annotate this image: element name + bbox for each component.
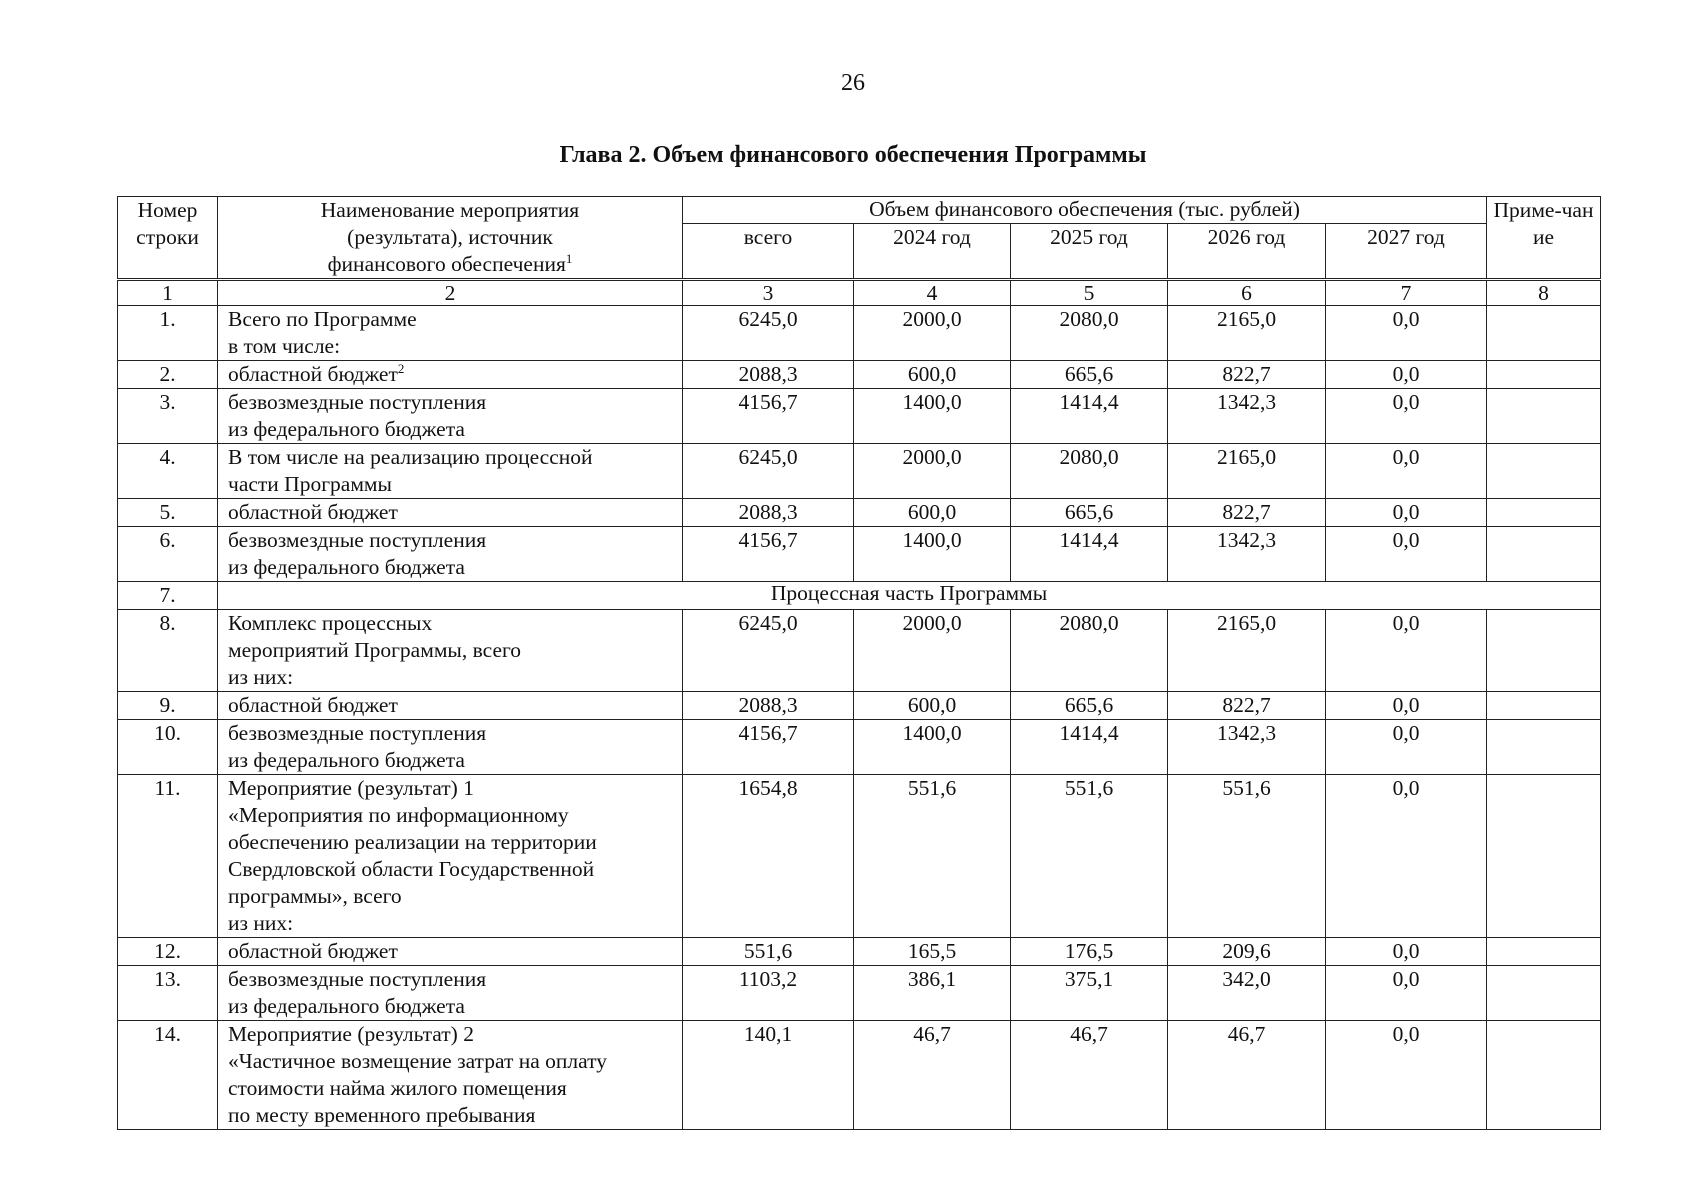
note-cell (1487, 444, 1601, 499)
value-y2026: 2165,0 (1168, 444, 1326, 499)
value-y2026: 2165,0 (1168, 306, 1326, 361)
table-row (118, 1021, 1601, 1130)
row-number: 2. (118, 361, 218, 389)
column-number: 3 (683, 280, 854, 306)
note-cell (1487, 775, 1601, 938)
row-number: 11. (118, 775, 218, 938)
note-cell (1487, 720, 1601, 775)
column-number-row (118, 280, 1601, 306)
row-name (218, 720, 683, 775)
value-total: 1103,2 (683, 966, 854, 1021)
column-number: 6 (1168, 280, 1326, 306)
header-2024: 2024 год (854, 224, 1011, 280)
value-y2025: 176,5 (1011, 938, 1168, 966)
column-number: 7 (1326, 280, 1487, 306)
note-cell (1487, 527, 1601, 582)
row-name-line: из федерального бюджета (228, 555, 465, 579)
value-total: 2088,3 (683, 499, 854, 527)
value-total: 2088,3 (683, 692, 854, 720)
row-name-line: обеспечению реализации на территории (228, 830, 597, 854)
row-name-line: из них: (228, 911, 294, 935)
value-y2026: 822,7 (1168, 499, 1326, 527)
row-number: 14. (118, 1021, 218, 1130)
row-name (218, 361, 683, 389)
row-name-line: областной бюджет (228, 939, 398, 963)
row-name-line: областной бюджет (228, 693, 398, 717)
row-number: 12. (118, 938, 218, 966)
row-name (218, 306, 683, 361)
table-row (118, 444, 1601, 499)
table-row (118, 582, 1601, 610)
row-number: 3. (118, 389, 218, 444)
value-y2026: 1342,3 (1168, 389, 1326, 444)
note-cell (1487, 499, 1601, 527)
table-row (118, 775, 1601, 938)
row-name (218, 775, 683, 938)
value-y2024: 2000,0 (854, 306, 1011, 361)
column-number: 1 (118, 280, 218, 306)
value-y2025: 1414,4 (1011, 720, 1168, 775)
header-name: Наименование мероприятия (результата), источник финансового обеспечения$^1$ (218, 197, 683, 280)
value-y2024: 165,5 (854, 938, 1011, 966)
footnote-marker: 1 (565, 250, 573, 266)
row-name-line: безвозмездные поступления (228, 390, 487, 414)
row-number: 13. (118, 966, 218, 1021)
row-name-line: Мероприятие (результат) 1 (228, 776, 474, 800)
footnote-marker: 2 (397, 360, 405, 376)
row-name (218, 444, 683, 499)
row-name-line: из федерального бюджета (228, 994, 465, 1018)
value-total: 4156,7 (683, 720, 854, 775)
table-row (118, 527, 1601, 582)
value-y2024: 600,0 (854, 361, 1011, 389)
row-name-line: «Частичное возмещение затрат на оплату (228, 1049, 607, 1073)
value-y2025: 551,6 (1011, 775, 1168, 938)
value-y2027: 0,0 (1326, 692, 1487, 720)
row-name (218, 499, 683, 527)
value-y2027: 0,0 (1326, 938, 1487, 966)
row-number: 10. (118, 720, 218, 775)
value-y2027: 0,0 (1326, 527, 1487, 582)
value-y2026: 822,7 (1168, 692, 1326, 720)
value-y2027: 0,0 (1326, 720, 1487, 775)
column-number: 2 (218, 280, 683, 306)
value-y2025: 2080,0 (1011, 610, 1168, 692)
row-name-line: программы», всего (228, 884, 402, 908)
value-y2027: 0,0 (1326, 361, 1487, 389)
row-name-line: в том числе: (228, 334, 341, 358)
value-total: 2088,3 (683, 361, 854, 389)
row-name-line: Комплекс процессных (228, 611, 433, 635)
value-y2025: 375,1 (1011, 966, 1168, 1021)
note-cell (1487, 692, 1601, 720)
row-name-line: части Программы (228, 472, 392, 496)
value-y2025: 2080,0 (1011, 306, 1168, 361)
table-header (118, 197, 1601, 280)
value-y2026: 342,0 (1168, 966, 1326, 1021)
value-y2027: 0,0 (1326, 775, 1487, 938)
row-name-line: из федерального бюджета (228, 748, 465, 772)
table-row (118, 499, 1601, 527)
table-row (118, 361, 1601, 389)
value-y2025: 665,6 (1011, 361, 1168, 389)
table-row (118, 610, 1601, 692)
row-name-line: областной бюджет (228, 500, 398, 524)
row-number: 8. (118, 610, 218, 692)
column-number: 8 (1487, 280, 1601, 306)
value-y2024: 1400,0 (854, 527, 1011, 582)
row-name (218, 610, 683, 692)
value-total: 551,6 (683, 938, 854, 966)
value-y2025: 46,7 (1011, 1021, 1168, 1130)
value-y2027: 0,0 (1326, 1021, 1487, 1130)
note-cell (1487, 610, 1601, 692)
row-name (218, 938, 683, 966)
value-y2026: 1342,3 (1168, 720, 1326, 775)
table-row (118, 389, 1601, 444)
value-y2024: 2000,0 (854, 444, 1011, 499)
value-y2025: 665,6 (1011, 692, 1168, 720)
value-total: 4156,7 (683, 527, 854, 582)
value-y2027: 0,0 (1326, 499, 1487, 527)
value-y2027: 0,0 (1326, 610, 1487, 692)
value-y2024: 2000,0 (854, 610, 1011, 692)
table-row (118, 306, 1601, 361)
header-total: всего (683, 224, 854, 280)
value-y2024: 1400,0 (854, 720, 1011, 775)
table-row (118, 938, 1601, 966)
value-y2024: 46,7 (854, 1021, 1011, 1130)
row-name-line: Мероприятие (результат) 2 (228, 1022, 474, 1046)
row-number: 4. (118, 444, 218, 499)
row-name-line: из федерального бюджета (228, 417, 465, 441)
row-name-line: Всего по Программе (228, 307, 417, 331)
note-cell (1487, 361, 1601, 389)
header-2025: 2025 год (1011, 224, 1168, 280)
value-y2024: 551,6 (854, 775, 1011, 938)
row-name-line: безвозмездные поступления (228, 528, 487, 552)
row-name (218, 527, 683, 582)
value-y2026: 46,7 (1168, 1021, 1326, 1130)
header-note: Приме-чание (1487, 197, 1601, 280)
row-name-line: из них: (228, 665, 294, 689)
note-cell (1487, 306, 1601, 361)
value-y2024: 600,0 (854, 499, 1011, 527)
value-y2027: 0,0 (1326, 444, 1487, 499)
row-name-line: стоимости найма жилого помещения (228, 1076, 567, 1100)
table-body (118, 280, 1601, 1130)
row-name-line: по месту временного пребывания (228, 1103, 536, 1127)
note-cell (1487, 966, 1601, 1021)
page-number: 26 (841, 70, 865, 96)
value-y2024: 600,0 (854, 692, 1011, 720)
column-number: 5 (1011, 280, 1168, 306)
value-y2026: 2165,0 (1168, 610, 1326, 692)
row-number: 5. (118, 499, 218, 527)
row-name (218, 692, 683, 720)
value-y2025: 665,6 (1011, 499, 1168, 527)
header-row-number: Номер строки (118, 197, 218, 280)
value-y2025: 1414,4 (1011, 389, 1168, 444)
value-y2025: 1414,4 (1011, 527, 1168, 582)
row-name-line: безвозмездные поступления (228, 721, 487, 745)
value-total: 6245,0 (683, 610, 854, 692)
table-row (118, 966, 1601, 1021)
row-name-line: безвозмездные поступления (228, 967, 487, 991)
value-y2026: 1342,3 (1168, 527, 1326, 582)
value-total: 1654,8 (683, 775, 854, 938)
financing-table (117, 196, 1601, 1130)
note-cell (1487, 389, 1601, 444)
value-total: 4156,7 (683, 389, 854, 444)
value-y2026: 209,6 (1168, 938, 1326, 966)
column-number: 4 (854, 280, 1011, 306)
value-y2027: 0,0 (1326, 966, 1487, 1021)
row-name-line: областной бюджет$^2$ (228, 360, 405, 386)
value-y2026: 551,6 (1168, 775, 1326, 938)
row-name-line: мероприятий Программы, всего (228, 638, 522, 662)
value-total: 140,1 (683, 1021, 854, 1130)
value-total: 6245,0 (683, 306, 854, 361)
header-2026: 2026 год (1168, 224, 1326, 280)
row-name (218, 966, 683, 1021)
row-name-line: «Мероприятия по информационному (228, 803, 569, 827)
row-name-line: Свердловской области Государственной (228, 857, 595, 881)
table-row (118, 720, 1601, 775)
header-volume-group: Объем финансового обеспечения (тыс. рублей) (683, 197, 1487, 224)
chapter-title: Глава 2. Объем финансового обеспечения Программы (559, 142, 1147, 168)
row-name (218, 389, 683, 444)
row-number: 7. (118, 582, 218, 610)
value-y2024: 1400,0 (854, 389, 1011, 444)
header-2027: 2027 год (1326, 224, 1487, 280)
row-number: 6. (118, 527, 218, 582)
note-cell (1487, 1021, 1601, 1130)
value-y2026: 822,7 (1168, 361, 1326, 389)
value-y2027: 0,0 (1326, 389, 1487, 444)
financing-table-wrapper (117, 196, 1600, 1130)
table-row (118, 692, 1601, 720)
section-heading: Процессная часть Программы (218, 582, 1601, 610)
note-cell (1487, 938, 1601, 966)
row-number: 1. (118, 306, 218, 361)
row-name (218, 1021, 683, 1130)
row-name-line: В том числе на реализацию процессной (228, 445, 593, 469)
value-y2027: 0,0 (1326, 306, 1487, 361)
value-y2025: 2080,0 (1011, 444, 1168, 499)
value-y2024: 386,1 (854, 966, 1011, 1021)
row-number: 9. (118, 692, 218, 720)
value-total: 6245,0 (683, 444, 854, 499)
